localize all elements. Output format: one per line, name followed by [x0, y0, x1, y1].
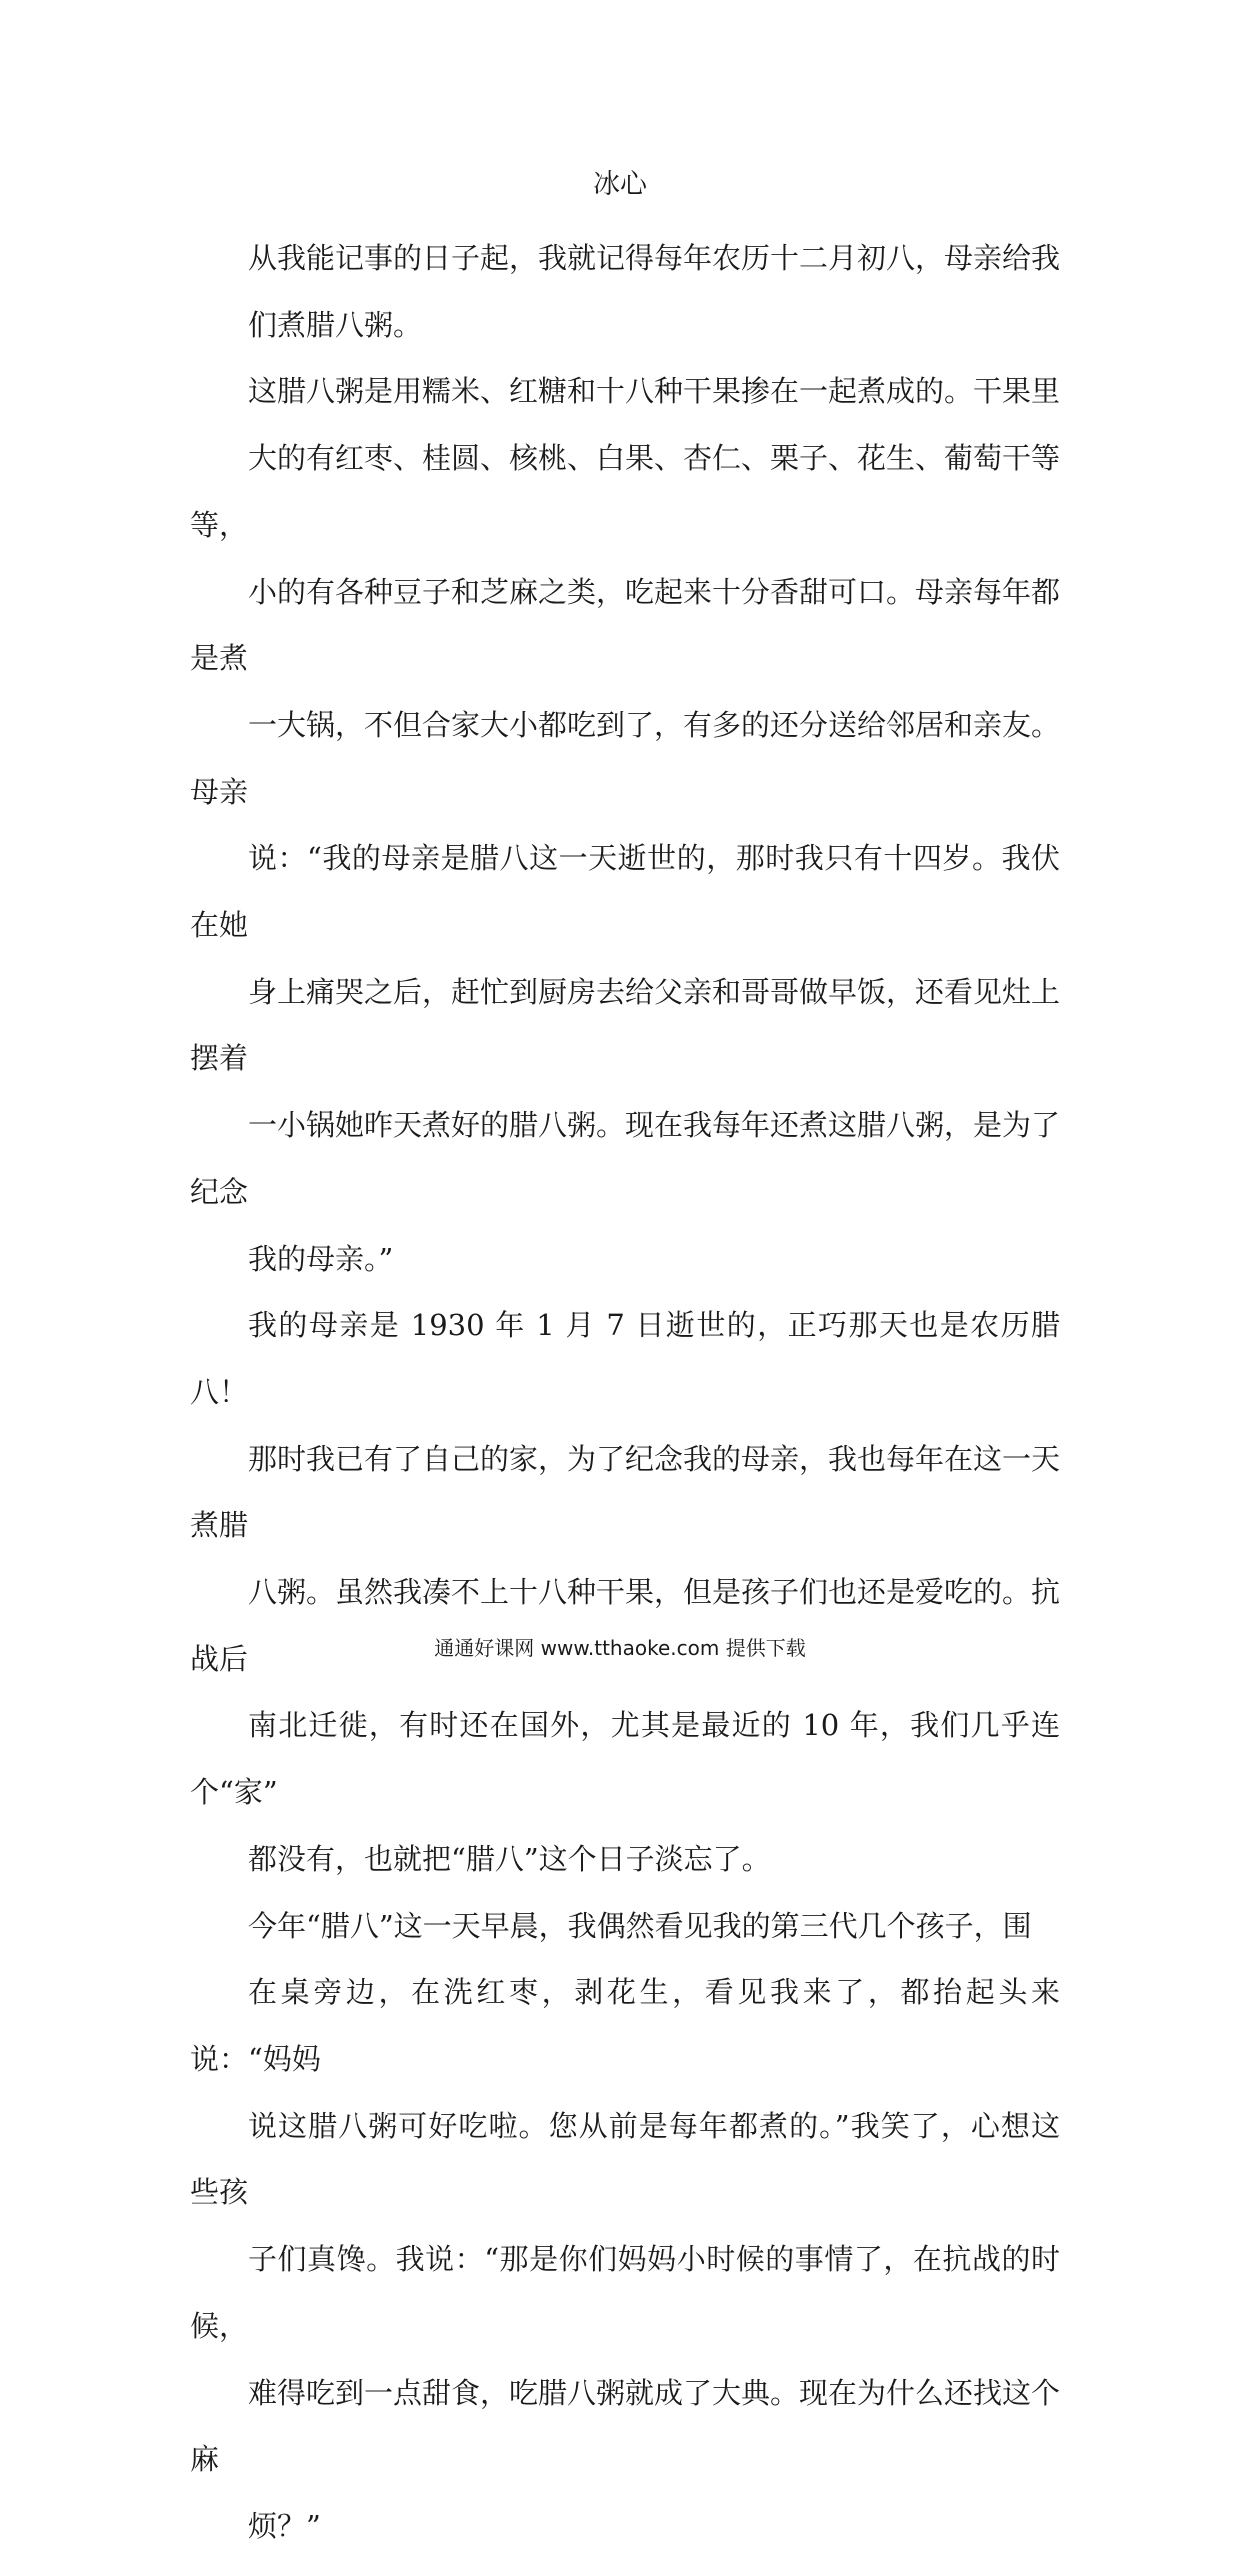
text-line: 说：“我的母亲是腊八这一天逝世的，那时我只有十四岁。我伏在她 — [190, 841, 1060, 943]
text-line: 一大锅，不但合家大小都吃到了，有多的还分送给邻居和亲友。母亲 — [190, 707, 1061, 809]
text-line: 八粥。虽然我凑不上十八种干果，但是孩子们也还是爱吃的。抗战后 — [190, 1575, 1061, 1676]
text-line: 说这腊八粥可好吃啦。您从前是每年都煮的。”我笑了，心想这些孩 — [190, 2108, 1060, 2210]
text-line: 身上痛哭之后，赶忙到厨房去给父亲和哥哥做早饭，还看见灶上摆着 — [190, 974, 1061, 1076]
text-line: 那时我已有了自己的家，为了纪念我的母亲，我也每年在这一天煮腊 — [190, 1441, 1061, 1543]
text-line: 难得吃到一点甜食，吃腊八粥就成了大典。现在为什么还找这个麻 — [190, 2375, 1061, 2477]
text-line: 都没有，也就把“腊八”这个日子淡忘了。 — [248, 1841, 771, 1876]
text-line: 们煮腊八粥。 — [248, 307, 423, 342]
text-line: 我的母亲。” — [248, 1241, 394, 1276]
author-name: 冰心 — [593, 169, 647, 200]
paragraph-2 — [190, 358, 1060, 1292]
paragraph-3 — [190, 1292, 1060, 1892]
text-line: 子们真馋。我说：“那是你们妈妈小时候的事情了，在抗战的时候， — [190, 2242, 1060, 2343]
text-line: 在桌旁边，在洗红枣，剥花生，看见我来了，都抬起头来说：“妈妈 — [190, 1975, 1060, 2076]
text-line: 从我能记事的日子起，我就记得每年农历十二月初八，母亲给我 — [248, 241, 1061, 275]
text-line: 小的有各种豆子和芝麻之类，吃起来十分香甜可口。母亲每年都是煮 — [190, 574, 1061, 676]
footer-credit: 通通好课网 www.tthaoke.com 提供下载 — [434, 1636, 806, 1660]
text-line: 大的有红枣、桂圆、核桃、白果、杏仁、栗子、花生、葡萄干等等， — [190, 441, 1061, 542]
paragraph-1 — [190, 225, 1060, 358]
text-line: 南北迁徙，有时还在国外，尤其是最近的 10 年，我们几乎连个“家” — [190, 1708, 1060, 1810]
text-line: 一小锅她昨天煮好的腊八粥。现在我每年还煮这腊八粥，是为了纪念 — [190, 1108, 1061, 1209]
paragraph-4 — [190, 1893, 1060, 2560]
text-line: 今年“腊八”这一天早晨，我偶然看见我的第三代几个孩子，围 — [248, 1908, 1032, 1943]
text-line: 我的母亲是 1930 年 1 月 7 日逝世的，正巧那天也是农历腊八！ — [190, 1308, 1060, 1409]
article-body — [190, 225, 1060, 2560]
text-line: 烦？” — [248, 2508, 321, 2543]
text-line: 这腊八粥是用糯米、红糖和十八种干果掺在一起煮成的。干果里 — [248, 374, 1061, 409]
